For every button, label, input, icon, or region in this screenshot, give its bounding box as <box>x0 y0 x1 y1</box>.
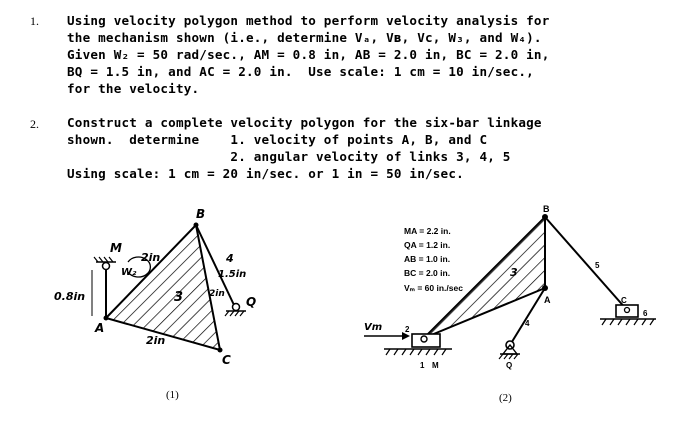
given-vm: Vₘ = 60 in./sec <box>404 283 463 293</box>
problem-2-number: 2. <box>30 117 39 131</box>
fig1-label-2in-bottom: 2in <box>146 334 166 347</box>
fig1-label-0-8in: 0.8in <box>54 290 86 303</box>
fig1-label-1-5in: 1.5in <box>218 269 247 280</box>
fig1-label-q: Q <box>246 295 257 309</box>
fig1-label-4: 4 <box>226 252 234 265</box>
fig1-label-2in-right: 2in <box>209 289 225 299</box>
problem-2-line-2: shown. determine 1. velocity of points A, B, and C <box>67 132 488 147</box>
fig1-label-a: A <box>95 321 105 335</box>
fig2-label-2: 2 <box>405 325 410 334</box>
fig1-label-b: B <box>196 207 206 221</box>
fig2-label-6: 6 <box>643 309 648 318</box>
fig1-label-3: 3 <box>174 290 184 305</box>
fig2-label-m: M <box>432 361 439 370</box>
fig2-label-c: C <box>621 296 627 305</box>
problem-1-line-2: the mechanism shown (i.e., determine Vₐ, Vʙ, Vc, W₃, and W₄). <box>67 30 542 45</box>
fig1-label-2in-top: 2in <box>141 251 161 264</box>
problem-1-line-1: Using velocity polygon method to perform velocity analysis for <box>67 13 550 28</box>
problem-1-line-5: for the velocity. <box>67 81 200 96</box>
fig2-label-3: 3 <box>510 266 518 279</box>
fig1-label-w2: W₂ <box>121 267 137 278</box>
fig1-label-c: C <box>222 353 231 367</box>
problem-1-line-3: Given W₂ = 50 rad/sec., AM = 0.8 in, AB = 2.0 in, BC = 2.0 in, <box>67 47 550 62</box>
given-qa: QA = 1.2 in. <box>404 240 451 250</box>
link-5-bar <box>545 217 627 310</box>
figure-1-caption: (1) <box>166 389 179 401</box>
fig2-label-1: 1 <box>420 361 425 370</box>
fig2-label-q: Q <box>506 361 513 370</box>
fig2-label-5: 5 <box>595 261 600 270</box>
problem-2-line-1: Construct a complete velocity polygon for the six-bar linkage <box>67 115 542 130</box>
fig2-label-a: A <box>544 295 551 305</box>
given-ab: AB = 1.0 in. <box>404 254 451 264</box>
fig2-label-b: B <box>543 204 550 214</box>
fig2-label-4: 4 <box>525 319 530 328</box>
problem-2-line-3: 2. angular velocity of links 3, 4, 5 <box>67 149 511 164</box>
problem-2-line-4: Using scale: 1 cm = 20 in/sec. or 1 in = 50 in/sec. <box>67 166 464 181</box>
fig2-label-vm: Vm <box>364 322 383 333</box>
given-bc: BC = 2.0 in. <box>404 268 451 278</box>
problem-1-number: 1. <box>30 14 39 28</box>
given-ma: MA = 2.2 in. <box>404 226 451 236</box>
figure-2-caption: (2) <box>499 392 512 404</box>
problem-1-line-4: BQ = 1.5 in, and AC = 2.0 in. Use scale: 1 cm = 10 in/sec., <box>67 64 534 79</box>
fig1-label-m: M <box>110 241 122 255</box>
